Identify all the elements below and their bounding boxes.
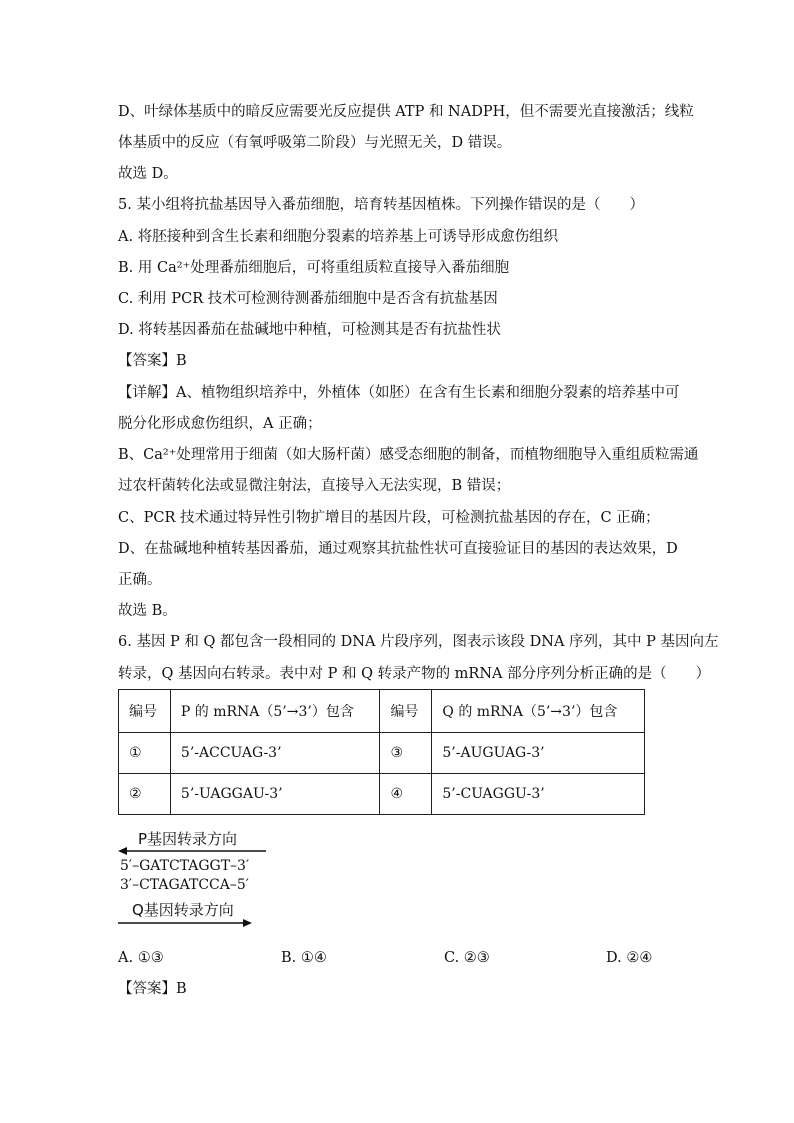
- question-6-option-c: C. ②③: [444, 950, 490, 966]
- question-6-option-b: B. ①④: [281, 950, 327, 966]
- table-cell: 5’-CUAGGU-3’: [432, 774, 645, 815]
- text-line: 体基质中的反应（有氧呼吸第二阶段）与光照无关，D 错误。: [118, 135, 512, 151]
- question-5-option-a: A. 将胚接种到含生长素和细胞分裂素的培养基上可诱导形成愈伤组织: [118, 229, 559, 245]
- explanation-line: C、PCR 技术通过特异性引物扩增目的基因片段，可检测抗盐基因的存在，C 正确；: [118, 510, 660, 526]
- explanation-conclusion: 故选 B。: [118, 603, 177, 619]
- table-header-cell: P 的 mRNA（5’→3’）包含: [170, 690, 380, 733]
- question-5-stem: 5. 某小组将抗盐基因导入番茄细胞，培育转基因植株。下列操作错误的是（ ）: [118, 197, 644, 213]
- dna-diagram: [118, 826, 278, 931]
- q-direction-label: Q基因转录方向: [132, 901, 234, 919]
- text-line: 故选 D。: [118, 166, 178, 182]
- question-6-stem: 转录，Q 基因向右转录。表中对 P 和 Q 转录产物的 mRNA 部分序列分析正确的是（ ）: [118, 666, 711, 682]
- table-header-row: [119, 690, 645, 733]
- table-header-cell: Q 的 mRNA（5’→3’）包含: [432, 690, 645, 733]
- explanation-line: 【详解】A、植物组织培养中，外植体（如胚）在含有生长素和细胞分裂素的培养基中可: [118, 385, 680, 401]
- table-row: [119, 774, 645, 815]
- table-cell: 5’-ACCUAG-3’: [170, 733, 380, 774]
- table-cell: 5’-UAGGAU-3’: [170, 774, 380, 815]
- table-cell: ①: [119, 733, 171, 774]
- explanation-line: 脱分化形成愈伤组织，A 正确；: [118, 416, 322, 432]
- p-direction-label: P基因转录方向: [138, 830, 238, 848]
- table-cell: ③: [380, 733, 432, 774]
- table-row: [119, 733, 645, 774]
- question-6-stem: 6. 基因 P 和 Q 都包含一段相同的 DNA 片段序列，图表示该段 DNA 序列，其中 P 基因向左: [118, 634, 719, 650]
- dna-strand-top: 5′–GATCTAGGT–3′: [120, 858, 250, 874]
- mrna-table: [118, 689, 645, 815]
- question-5-option-c: C. 利用 PCR 技术可检测待测番茄细胞中是否含有抗盐基因: [118, 291, 498, 307]
- text-line: D、叶绿体基质中的暗反应需要光反应提供 ATP 和 NADPH，但不需要光直接激活；线粒: [118, 104, 694, 120]
- table-header-cell: 编号: [380, 690, 432, 733]
- table-header-cell: 编号: [119, 690, 171, 733]
- question-5-option-d: D. 将转基因番茄在盐碱地中种植，可检测其是否有抗盐性状: [118, 322, 501, 338]
- explanation-line: 正确。: [118, 572, 162, 588]
- right-arrow-icon: [118, 918, 254, 928]
- explanation-line: B、Ca²⁺处理常用于细菌（如大肠杆菌）感受态细胞的制备，而植物细胞导入重组质粒需通: [118, 447, 699, 463]
- question-5-option-b: B. 用 Ca²⁺处理番茄细胞后，可将重组质粒直接导入番茄细胞: [118, 260, 510, 276]
- left-arrow-icon: [118, 846, 268, 856]
- question-6-option-d: D. ②④: [606, 950, 653, 966]
- question-5-answer: 【答案】B: [118, 353, 187, 369]
- question-6-answer: 【答案】B: [118, 981, 187, 997]
- dna-strand-bottom: 3′–CTAGATCCA–5′: [120, 877, 249, 893]
- table-cell: ④: [380, 774, 432, 815]
- table-cell: 5’-AUGUAG-3’: [432, 733, 645, 774]
- explanation-line: D、在盐碱地种植转基因番茄，通过观察其抗盐性状可直接验证目的基因的表达效果，D: [118, 541, 678, 557]
- table-cell: ②: [119, 774, 171, 815]
- question-6-option-a: A. ①③: [118, 950, 164, 966]
- explanation-line: 过农杆菌转化法或显微注射法，直接导入无法实现，B 错误；: [118, 478, 511, 494]
